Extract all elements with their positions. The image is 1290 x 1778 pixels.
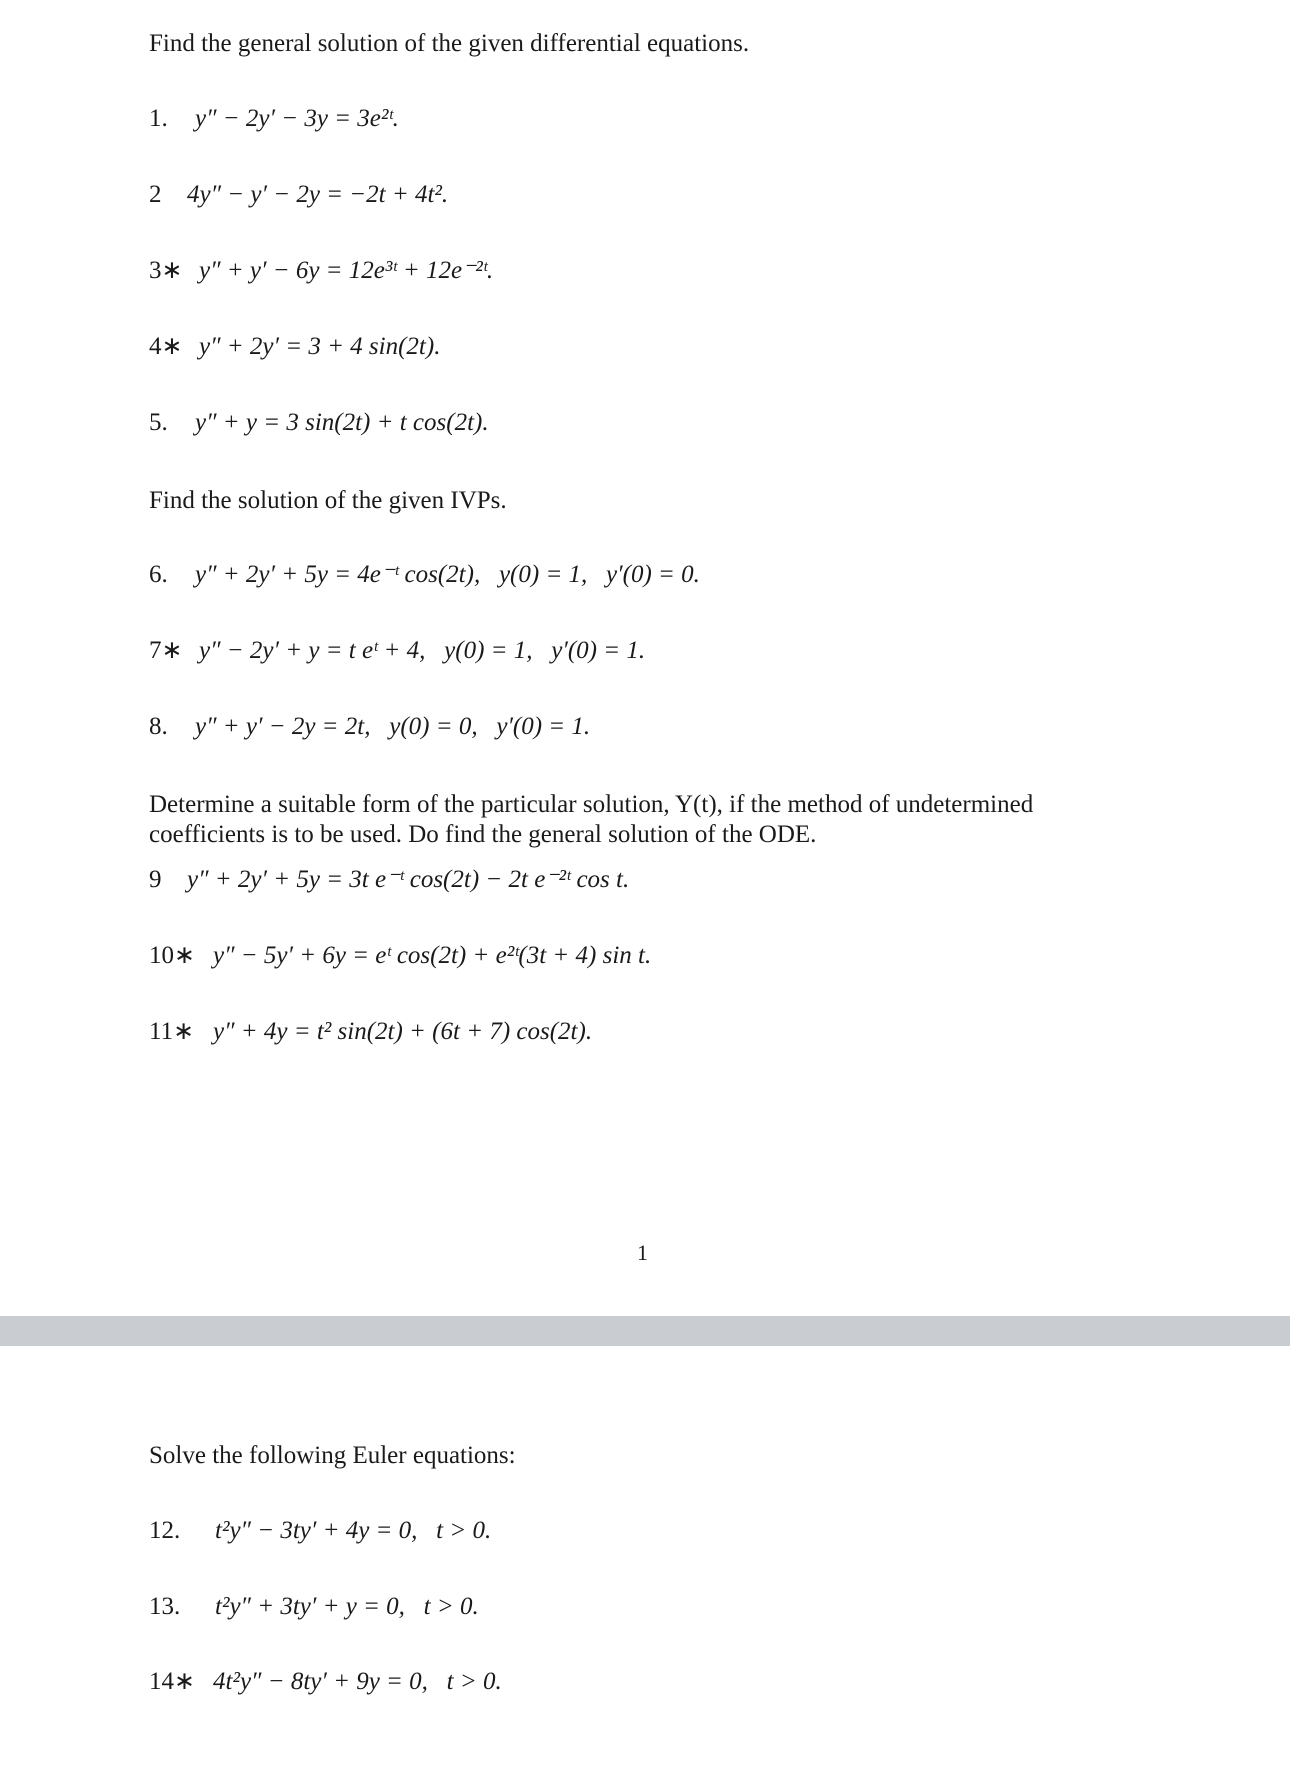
problem-equation: t²y″ − 3ty′ + 4y = 0, t > 0.: [215, 1517, 492, 1544]
problem-equation: y″ + 2y′ = 3 + 4 sin(2t).: [199, 333, 441, 360]
problem-8: [149, 711, 590, 743]
problem-10: [149, 940, 651, 972]
problem-number: 10∗: [149, 942, 195, 969]
problem-number: 2: [149, 181, 162, 208]
problem-number: 13.: [149, 1593, 181, 1620]
paragraph-undetermined-coefficients: Determine a suitable form of the particular solution, Y(t), if the method of undetermined coefficients is to be used. Do find the general solution of the ODE.: [149, 791, 1034, 848]
problem-equation: y″ − 2y′ + y = t eᵗ + 4, y(0) = 1, y′(0) = 1.: [199, 637, 646, 664]
problem-equation: y″ − 2y′ − 3y = 3e²ᵗ.: [195, 105, 399, 132]
problem-number: 5.: [149, 409, 168, 436]
heading-ivp: Find the solution of the given IVPs.: [149, 487, 507, 514]
problem-14: [149, 1666, 502, 1698]
problem-number: 8.: [149, 713, 168, 740]
problem-number: 12.: [149, 1517, 181, 1544]
page-number: 1: [637, 1240, 648, 1265]
problem-6: [149, 559, 700, 591]
heading-general-solution: Find the general solution of the given differential equations.: [149, 30, 750, 57]
problem-4: [149, 331, 440, 363]
problem-number: 9: [149, 866, 162, 893]
problem-equation: y″ + y = 3 sin(2t) + t cos(2t).: [195, 409, 489, 436]
problem-equation: y″ + 2y′ + 5y = 4e⁻ᵗ cos(2t), y(0) = 1, y′(0) = 0.: [195, 561, 700, 588]
problem-equation: t²y″ + 3ty′ + y = 0, t > 0.: [215, 1593, 479, 1620]
problem-equation: y″ − 5y′ + 6y = eᵗ cos(2t) + e²ᵗ(3t + 4) sin t.: [213, 942, 652, 969]
problem-number: 11∗: [149, 1018, 195, 1045]
page-separator: [0, 1316, 1290, 1346]
problem-number: 6.: [149, 561, 168, 588]
problem-3: [149, 255, 493, 287]
problem-equation: y″ + y′ − 6y = 12e³ᵗ + 12e⁻²ᵗ.: [199, 257, 494, 284]
page-2: [0, 1346, 1290, 1778]
problem-equation: y″ + 4y = t² sin(2t) + (6t + 7) cos(2t).: [213, 1018, 593, 1045]
problem-number: 3∗: [149, 257, 183, 284]
problem-equation: y″ + y′ − 2y = 2t, y(0) = 0, y′(0) = 1.: [195, 713, 591, 740]
problem-number: 1.: [149, 105, 168, 132]
problem-12: [149, 1515, 491, 1547]
problem-equation: y″ + 2y′ + 5y = 3t e⁻ᵗ cos(2t) − 2t e⁻²ᵗ cos t.: [187, 866, 630, 893]
heading-euler: Solve the following Euler equations:: [149, 1442, 516, 1469]
problem-5: [149, 407, 489, 439]
problem-1: [149, 103, 399, 135]
problem-13: [149, 1591, 479, 1623]
problem-number: 14∗: [149, 1668, 195, 1695]
problem-7: [149, 635, 645, 667]
problem-11: [149, 1016, 592, 1048]
problem-number: 7∗: [149, 637, 183, 664]
problem-number: 4∗: [149, 333, 183, 360]
problem-9: [149, 864, 629, 896]
problem-equation: 4y″ − y′ − 2y = −2t + 4t².: [187, 181, 449, 208]
problem-2: [149, 179, 448, 211]
problem-equation: 4t²y″ − 8ty′ + 9y = 0, t > 0.: [213, 1668, 502, 1695]
